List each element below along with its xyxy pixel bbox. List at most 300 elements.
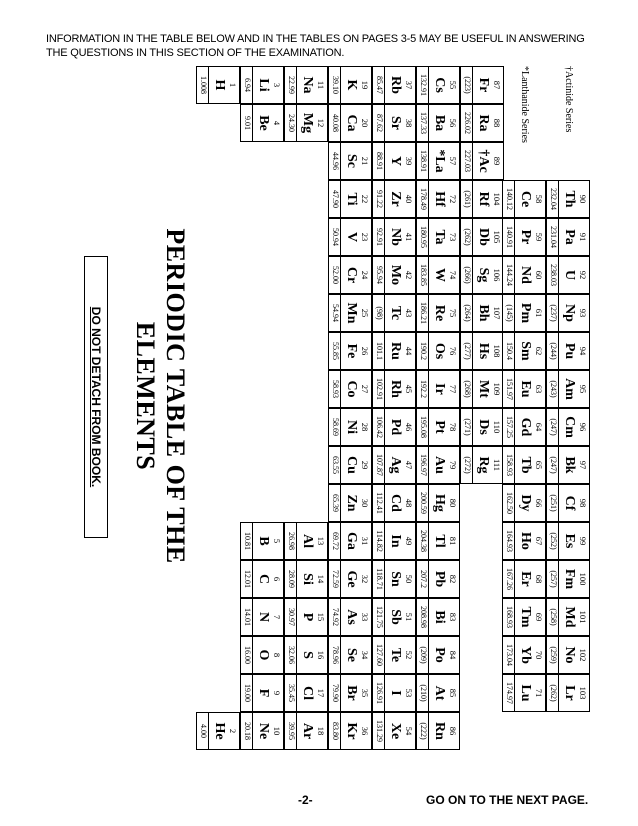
element-cell-lr [546, 674, 590, 712]
atomic-number: 71 [534, 688, 544, 698]
element-symbol: Li [256, 78, 271, 92]
element-symbol: B [256, 536, 271, 546]
atomic-mass: 26.98 [286, 523, 297, 559]
atomic-mass: 28.09 [286, 561, 297, 597]
atomic-number: 13 [316, 536, 326, 546]
atomic-mass: 183.85 [418, 257, 429, 293]
atomic-mass: 226.02 [462, 105, 473, 141]
atomic-number: 39 [404, 156, 414, 166]
element-cell-nd [502, 256, 546, 294]
element-symbol: Sn [388, 571, 403, 587]
element-cell-bh [460, 294, 504, 332]
element-cell-rg [460, 446, 504, 484]
atomic-number: 98 [578, 498, 588, 508]
atomic-number: 27 [360, 384, 370, 394]
element-cell-am [546, 370, 590, 408]
element-cell-la [416, 142, 460, 180]
atomic-mass: 1.008 [198, 67, 209, 103]
element-symbol: Pm [518, 302, 533, 324]
atomic-number: 26 [360, 346, 370, 356]
atomic-mass: 195.08 [418, 409, 429, 445]
element-symbol: Pb [432, 570, 447, 588]
lanthanide-series-label: *Lanthanide Series [519, 66, 530, 143]
atomic-mass: (244) [548, 333, 559, 369]
atomic-mass: 65.39 [330, 485, 341, 521]
atomic-mass: (210) [418, 675, 429, 711]
element-cell-hf [416, 180, 460, 218]
periodic-table-sheet [50, 66, 588, 766]
atomic-mass: 32.06 [286, 637, 297, 673]
element-cell-ne [240, 712, 284, 750]
element-symbol: In [388, 534, 403, 548]
atomic-mass: (145) [504, 295, 515, 331]
atomic-number: 28 [360, 422, 370, 432]
atomic-number: 78 [448, 422, 458, 432]
atomic-number: 50 [404, 574, 414, 584]
element-symbol: Pu [562, 342, 577, 360]
element-cell-s [284, 636, 328, 674]
atomic-number: 101 [578, 610, 588, 624]
atomic-number: 91 [578, 232, 588, 242]
atomic-number: 81 [448, 536, 458, 546]
atomic-mass: 121.75 [374, 599, 385, 635]
atomic-number: 111 [492, 458, 502, 472]
atomic-mass: 106.42 [374, 409, 385, 445]
atomic-mass: (262) [548, 675, 559, 711]
atomic-mass: (266) [462, 257, 473, 293]
element-cell-ac [460, 142, 504, 180]
element-symbol: *La [432, 149, 447, 173]
actinide-series-label: †Actinide Series [563, 66, 574, 133]
atomic-number: 7 [272, 614, 282, 620]
atomic-number: 95 [578, 384, 588, 394]
element-symbol: K [344, 79, 359, 91]
element-symbol: Ti [344, 192, 359, 206]
element-cell-sn [372, 560, 416, 598]
element-cell-bk [546, 446, 590, 484]
element-symbol: Sg [476, 267, 491, 283]
element-cell-rb [372, 66, 416, 104]
element-cell-cr [328, 256, 372, 294]
atomic-mass: (209) [418, 637, 429, 673]
element-cell-n [240, 598, 284, 636]
element-cell-np [546, 294, 590, 332]
element-symbol: Th [562, 190, 577, 208]
atomic-mass: (223) [462, 67, 473, 103]
element-cell-h [196, 66, 240, 104]
element-cell-pr [502, 218, 546, 256]
atomic-mass: 16.00 [242, 637, 253, 673]
element-symbol: Ho [518, 532, 533, 550]
element-cell-zn [328, 484, 372, 522]
atomic-mass: 69.72 [330, 523, 341, 559]
element-cell-y [372, 142, 416, 180]
element-symbol: Rg [476, 456, 491, 474]
atomic-number: 23 [360, 232, 370, 242]
atomic-number: 92 [578, 270, 588, 280]
element-symbol: Np [562, 304, 577, 322]
element-symbol: Co [344, 380, 359, 398]
atomic-mass: 196.97 [418, 447, 429, 483]
element-cell-po [416, 636, 460, 674]
element-symbol: Dy [518, 494, 533, 512]
element-cell-al [284, 522, 328, 560]
element-symbol: Db [476, 228, 491, 246]
atomic-mass: 83.80 [330, 713, 341, 749]
element-symbol: Cm [562, 416, 577, 438]
element-symbol: Hg [432, 494, 447, 512]
element-cell-fr [460, 66, 504, 104]
atomic-number: 103 [578, 686, 588, 700]
atomic-mass: 72.59 [330, 561, 341, 597]
atomic-number: 48 [404, 498, 414, 508]
atomic-number: 57 [448, 156, 458, 166]
element-cell-pu [546, 332, 590, 370]
atomic-mass: 137.33 [418, 105, 429, 141]
atomic-number: 29 [360, 460, 370, 470]
element-cell-lu [502, 674, 546, 712]
atomic-mass: 238.03 [548, 257, 559, 293]
atomic-mass: 162.50 [504, 485, 515, 521]
atomic-number: 8 [272, 652, 282, 658]
element-symbol: Ni [344, 420, 359, 434]
atomic-mass: 30.97 [286, 599, 297, 635]
atomic-mass: 151.97 [504, 371, 515, 407]
atomic-mass: 204.38 [418, 523, 429, 559]
atomic-number: 66 [534, 498, 544, 508]
atomic-number: 18 [316, 726, 326, 736]
atomic-mass: 12.01 [242, 561, 253, 597]
element-symbol: Pt [432, 420, 447, 434]
atomic-mass: 174.97 [504, 675, 515, 711]
element-cell-in [372, 522, 416, 560]
element-cell-mg [284, 104, 328, 142]
atomic-mass: (251) [548, 485, 559, 521]
atomic-number: 2 [228, 728, 238, 734]
atomic-mass: 168.93 [504, 599, 515, 635]
element-symbol: Ge [344, 570, 359, 588]
element-symbol: Ra [476, 114, 491, 132]
atomic-mass: 200.59 [418, 485, 429, 521]
element-symbol: Cl [300, 686, 315, 700]
element-cell-sb [372, 598, 416, 636]
atomic-mass: (258) [548, 599, 559, 635]
element-cell-tc [372, 294, 416, 332]
atomic-mass: (252) [548, 523, 559, 559]
atomic-number: 76 [448, 346, 458, 356]
element-symbol: Cd [388, 494, 403, 512]
atomic-number: 33 [360, 612, 370, 622]
element-symbol: Lu [518, 684, 533, 702]
element-symbol: Ir [432, 383, 447, 395]
atomic-mass: 164.93 [504, 523, 515, 559]
element-cell-li [240, 66, 284, 104]
atomic-number: 45 [404, 384, 414, 394]
atomic-mass: 50.94 [330, 219, 341, 255]
element-cell-ag [372, 446, 416, 484]
atomic-mass: 9.01 [242, 105, 253, 141]
atomic-mass: 87.62 [374, 105, 385, 141]
atomic-mass: (243) [548, 371, 559, 407]
atomic-mass: 178.49 [418, 181, 429, 217]
element-symbol: Ca [344, 114, 359, 132]
element-cell-cd [372, 484, 416, 522]
element-cell-fe [328, 332, 372, 370]
atomic-number: 32 [360, 574, 370, 584]
atomic-number: 75 [448, 308, 458, 318]
atomic-number: 108 [492, 344, 502, 358]
atomic-number: 30 [360, 498, 370, 508]
element-symbol: Cf [562, 495, 577, 511]
atomic-number: 99 [578, 536, 588, 546]
element-symbol: Sm [518, 341, 533, 361]
atomic-number: 83 [448, 612, 458, 622]
atomic-number: 60 [534, 270, 544, 280]
atomic-number: 90 [578, 194, 588, 204]
element-symbol: Ga [344, 532, 359, 550]
element-symbol: Ag [388, 456, 403, 474]
atomic-number: 53 [404, 688, 414, 698]
next-page-note: GO ON TO THE NEXT PAGE. [426, 793, 589, 807]
atomic-mass: (277) [462, 333, 473, 369]
atomic-number: 38 [404, 118, 414, 128]
element-cell-hg [416, 484, 460, 522]
element-cell-i [372, 674, 416, 712]
element-symbol: Yb [518, 646, 533, 664]
atomic-mass: (247) [548, 447, 559, 483]
atomic-mass: 144.24 [504, 257, 515, 293]
element-cell-ho [502, 522, 546, 560]
element-symbol: Er [518, 571, 533, 587]
element-symbol: Zr [388, 191, 403, 207]
element-symbol: Es [562, 533, 577, 549]
atomic-number: 70 [534, 650, 544, 660]
element-cell-he [196, 712, 240, 750]
element-cell-mo [372, 256, 416, 294]
element-cell-f [240, 674, 284, 712]
atomic-mass: 158.93 [504, 447, 515, 483]
element-cell-v [328, 218, 372, 256]
element-symbol: Hs [476, 342, 491, 360]
atomic-number: 51 [404, 612, 414, 622]
atomic-mass: 207.2 [418, 561, 429, 597]
element-symbol: Am [562, 378, 577, 400]
element-symbol: Bk [562, 456, 577, 474]
atomic-number: 65 [534, 460, 544, 470]
atomic-mass: 167.26 [504, 561, 515, 597]
element-symbol: Hf [432, 191, 447, 207]
atomic-mass: 118.71 [374, 561, 385, 597]
element-cell-zr [372, 180, 416, 218]
detach-notice-box [84, 256, 108, 538]
element-symbol: Tm [518, 606, 533, 628]
atomic-number: 110 [492, 420, 502, 434]
element-symbol: Au [432, 456, 447, 474]
atomic-number: 1 [228, 82, 238, 88]
element-symbol: F [256, 688, 271, 698]
element-symbol: V [344, 231, 359, 243]
element-cell-mn [328, 294, 372, 332]
atomic-mass: 192.2 [418, 371, 429, 407]
atomic-number: 107 [492, 306, 502, 320]
element-symbol: W [432, 268, 447, 282]
atomic-mass: 39.10 [330, 67, 341, 103]
atomic-mass: 55.85 [330, 333, 341, 369]
atomic-number: 42 [404, 270, 414, 280]
atomic-mass: 78.96 [330, 637, 341, 673]
element-symbol: Y [388, 155, 403, 167]
element-cell-c [240, 560, 284, 598]
atomic-mass: (261) [462, 181, 473, 217]
atomic-number: 58 [534, 194, 544, 204]
element-cell-fm [546, 560, 590, 598]
atomic-mass: (262) [462, 219, 473, 255]
element-symbol: Al [300, 534, 315, 548]
atomic-mass: 186.21 [418, 295, 429, 331]
atomic-number: 49 [404, 536, 414, 546]
atomic-number: 74 [448, 270, 458, 280]
atomic-number: 69 [534, 612, 544, 622]
element-symbol: Te [388, 647, 403, 663]
element-symbol: Cr [344, 266, 359, 284]
atomic-mass: 208.98 [418, 599, 429, 635]
atomic-mass: 14.01 [242, 599, 253, 635]
atomic-number: 31 [360, 536, 370, 546]
atomic-mass: 231.04 [548, 219, 559, 255]
element-cell-tl [416, 522, 460, 560]
atomic-number: 105 [492, 230, 502, 244]
instructions-text: INFORMATION IN THE TABLE BELOW AND IN THE TABLES ON PAGES 3-5 MAY BE USEFUL IN ANSWERING THE QUESTIONS IN THIS SECTION OF THE EXAMINATION. [46, 33, 585, 59]
element-cell-ra [460, 104, 504, 142]
atomic-mass: 74.92 [330, 599, 341, 635]
element-cell-sr [372, 104, 416, 142]
atomic-mass: 232.04 [548, 181, 559, 217]
element-symbol: Po [432, 647, 447, 663]
element-cell-at [416, 674, 460, 712]
atomic-mass: 102.91 [374, 371, 385, 407]
element-cell-os [416, 332, 460, 370]
element-cell-ge [328, 560, 372, 598]
atomic-number: 34 [360, 650, 370, 660]
atomic-mass: 180.95 [418, 219, 429, 255]
atomic-mass: 22.99 [286, 67, 297, 103]
element-cell-pd [372, 408, 416, 446]
atomic-number: 6 [272, 576, 282, 582]
atomic-number: 63 [534, 384, 544, 394]
detach-notice: DO NOT DETACH FROM BOOK. [89, 306, 103, 488]
atomic-number: 55 [448, 80, 458, 90]
element-symbol: Zn [344, 494, 359, 512]
element-cell-ta [416, 218, 460, 256]
element-symbol: S [300, 651, 315, 659]
atomic-number: 100 [578, 572, 588, 586]
atomic-number: 67 [534, 536, 544, 546]
element-symbol: O [256, 649, 271, 661]
element-symbol: Rh [388, 380, 403, 398]
element-symbol: Ar [300, 722, 315, 740]
element-symbol: Cu [344, 456, 359, 474]
element-cell-sm [502, 332, 546, 370]
atomic-number: 16 [316, 650, 326, 660]
atomic-mass: 173.04 [504, 637, 515, 673]
atomic-mass: 4.00 [198, 713, 209, 749]
atomic-mass: (257) [548, 561, 559, 597]
element-symbol: Fe [344, 343, 359, 359]
element-cell-ds [460, 408, 504, 446]
atomic-number: 59 [534, 232, 544, 242]
element-symbol: Lr [562, 685, 577, 701]
atomic-mass: 85.47 [374, 67, 385, 103]
element-cell-eu [502, 370, 546, 408]
element-symbol: Ne [256, 722, 271, 740]
element-cell-cf [546, 484, 590, 522]
atomic-mass: (98) [374, 295, 385, 331]
element-symbol: Nb [388, 228, 403, 246]
atomic-number: 109 [492, 382, 502, 396]
element-cell-bi [416, 598, 460, 636]
element-cell-ar [284, 712, 328, 750]
atomic-mass: 114.82 [374, 523, 385, 559]
atomic-number: 41 [404, 232, 414, 242]
atomic-mass: 131.29 [374, 713, 385, 749]
atomic-mass: 138.91 [418, 143, 429, 179]
element-cell-ga [328, 522, 372, 560]
atomic-mass: 40.08 [330, 105, 341, 141]
atomic-mass: 127.60 [374, 637, 385, 673]
atomic-number: 21 [360, 156, 370, 166]
atomic-number: 61 [534, 308, 544, 318]
element-symbol: Se [344, 648, 359, 662]
element-symbol: Sc [344, 154, 359, 168]
atomic-number: 15 [316, 612, 326, 622]
atomic-mass: 95.94 [374, 257, 385, 293]
atomic-mass: 107.87 [374, 447, 385, 483]
element-cell-nb [372, 218, 416, 256]
atomic-number: 88 [492, 118, 502, 128]
atomic-number: 35 [360, 688, 370, 698]
element-symbol: He [212, 722, 227, 740]
element-symbol: As [344, 609, 359, 625]
atomic-mass: 92.91 [374, 219, 385, 255]
atomic-number: 85 [448, 688, 458, 698]
element-cell-be [240, 104, 284, 142]
atomic-mass: 140.91 [504, 219, 515, 255]
atomic-number: 44 [404, 346, 414, 356]
element-symbol: H [212, 79, 227, 91]
atomic-mass: 140.12 [504, 181, 515, 217]
atomic-mass: 44.96 [330, 143, 341, 179]
atomic-mass: 112.41 [374, 485, 385, 521]
atomic-mass: (272) [462, 447, 473, 483]
atomic-number: 3 [272, 82, 282, 88]
element-cell-cu [328, 446, 372, 484]
element-cell-u [546, 256, 590, 294]
atomic-number: 10 [272, 726, 282, 736]
atomic-number: 62 [534, 346, 544, 356]
atomic-number: 68 [534, 574, 544, 584]
element-cell-th [546, 180, 590, 218]
element-symbol: Tl [432, 534, 447, 548]
element-symbol: Md [562, 606, 577, 628]
element-symbol: At [432, 685, 447, 701]
element-cell-o [240, 636, 284, 674]
element-symbol: Ta [432, 229, 447, 245]
atomic-number: 79 [448, 460, 458, 470]
atomic-number: 87 [492, 80, 502, 90]
atomic-number: 11 [316, 80, 326, 90]
element-cell-cl [284, 674, 328, 712]
element-symbol: Bh [476, 304, 491, 322]
